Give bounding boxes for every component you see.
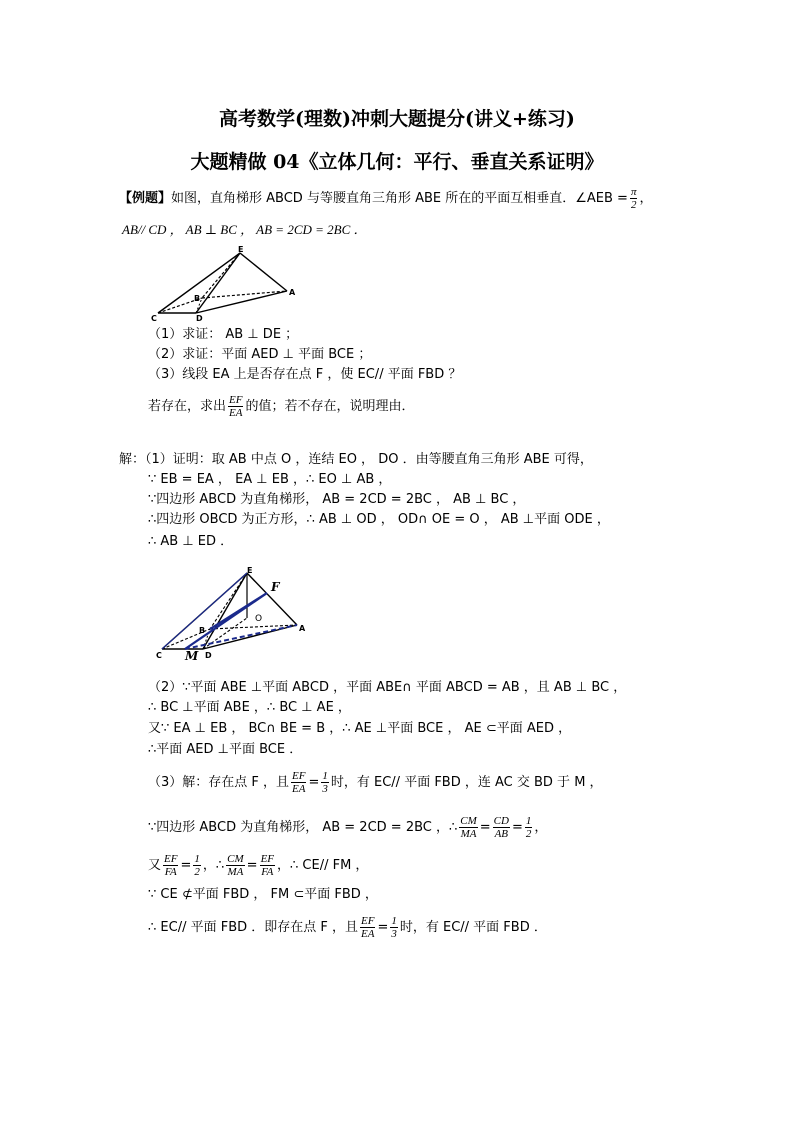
example-intro-text: 如图，直角梯形 ABCD 与等腰直角三角形 ABE 所在的平面互相垂直．∠AEB = <box>171 191 628 206</box>
solution-2-line-1: ∴ BC ⊥平面 ABE ，∴ BC ⊥ AE ， <box>148 700 351 715</box>
solution-1-line-3: ∴四边形 OBCD 为正方形，∴ AB ⊥ OD ， OD∩ OE = O ， AB ⊥平面 ODE ， <box>148 512 610 527</box>
label-O: O <box>255 614 263 624</box>
question-2: （2）求证：平面 AED ⊥ 平面 BCE ； <box>148 347 372 362</box>
label-D: D <box>196 314 203 323</box>
label-M: M <box>185 649 199 663</box>
solution-1-line-4: ∴ AB ⊥ ED ． <box>148 534 234 549</box>
question-3b: 若存在，求出 $\frac{EF}{EA}$ 的值；若不存在，说明理由． <box>148 394 415 419</box>
ef-ea-fraction: $\frac{EF}{EA}$ <box>229 394 243 419</box>
question-1: （1）求证： AB ⊥ DE ； <box>148 327 299 342</box>
solution-2-line-2: 又∵ EA ⊥ EB ， BC∩ BE = B ，∴ AE ⊥平面 BCE ， AE ⊂平面 AED ， <box>148 721 572 736</box>
example-conditions: AB// CD ， AB ⊥ BC ， AB = 2CD = 2BC ． <box>122 222 367 237</box>
solution-2-line-3: ∴平面 AED ⊥平面 BCE ． <box>148 742 303 757</box>
solution-3-line-0: （3）解：存在点 F ，且 $\frac{EF}{EA}$ = $\frac{1}{3}$ 时，有 EC// 平面 FBD ，连 AC 交 BD 于 M ， <box>148 770 603 795</box>
angle-fraction: $\frac{\pi}{2}$ <box>630 186 637 211</box>
figure-1-diagram <box>150 243 300 323</box>
label-A: A <box>289 288 296 297</box>
label-C: C <box>151 314 157 323</box>
example-tag: 【例题】 <box>119 191 172 206</box>
label-F: F <box>271 580 280 594</box>
example-intro: 【例题】如图，直角梯形 ABCD 与等腰直角三角形 ABE 所在的平面互相垂直．∠AEB = $\frac{\pi}{2}$ ， <box>119 186 653 211</box>
solution-1-line-0: 解：（1）证明：取 AB 中点 O ，连结 EO ， DO ．由等腰直角三角形 ABE 可得， <box>119 452 593 467</box>
solution-2-line-0: （2）∵平面 ABE ⊥平面 ABCD ，平面 ABE∩ 平面 ABCD = AB ，且 AB ⊥ BC ， <box>148 680 627 695</box>
page-subtitle: 大题精做 04《立体几何：平行、垂直关系证明》 <box>190 151 604 173</box>
solution-1-line-1: ∵ EB = EA ， EA ⊥ EB ，∴ EO ⊥ AB ， <box>148 472 392 487</box>
label-A: A <box>299 624 306 633</box>
page-title: 高考数学(理数)冲刺大题提分(讲义+练习) <box>219 108 575 130</box>
solution-3-line-3: ∵ CE ⊄平面 FBD ， FM ⊂平面 FBD ， <box>148 887 378 902</box>
label-E: E <box>247 566 253 575</box>
solution-3-line-4: ∴ EC// 平面 FBD ．即存在点 F ，且 $\frac{EF}{EA}$ = $\frac{1}{3}$ 时，有 EC// 平面 FBD ． <box>148 915 547 940</box>
question-3: （3）线段 EA 上是否存在点 F ，使 EC// 平面 FBD ？ <box>148 367 462 382</box>
label-D: D <box>205 651 212 660</box>
solution-1-line-2: ∵四边形 ABCD 为直角梯形， AB = 2CD = 2BC ， AB ⊥ BC ， <box>148 492 526 507</box>
label-C: C <box>156 651 162 660</box>
label-B: B <box>199 626 206 635</box>
label-E: E <box>238 245 244 254</box>
label-B: B <box>194 294 201 303</box>
solution-3-line-1: ∵四边形 ABCD 为直角梯形， AB = 2CD = 2BC ，∴ $\frac{CM}{MA}$ = $\frac{CD}{AB}$ = $\frac{1}{2}$ ， <box>148 815 548 840</box>
solution-3-line-2: 又 $\frac{EF}{FA}$ = $\frac{1}{2}$ ，∴ $\frac{CM}{MA}$ = $\frac{EF}{FA}$ ，∴ CE// FM ， <box>148 853 369 878</box>
figure-2-diagram <box>155 563 315 663</box>
